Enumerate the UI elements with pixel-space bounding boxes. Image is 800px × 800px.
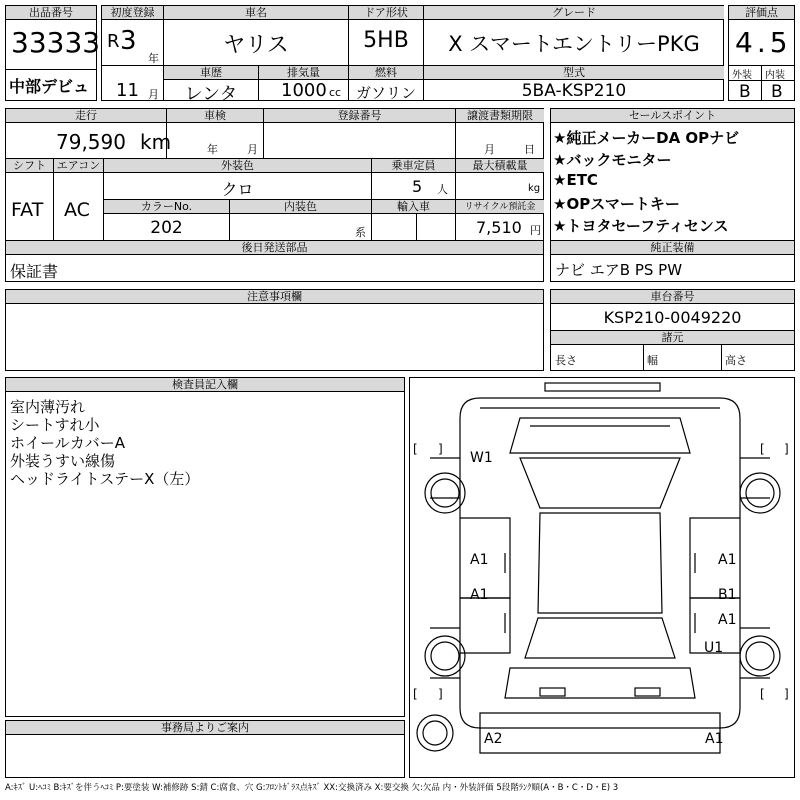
- first-reg-era: R: [107, 31, 120, 52]
- capacity-label: 乗車定員: [372, 159, 455, 173]
- inspector-note-1: 室内薄汚れ: [10, 398, 86, 416]
- legend: A:ｷｽﾞ U:ﾍｺﾐ B:ｷｽﾞを伴うﾍｺﾐ P:要塗装 W:補修跡 S:錆 C:腐食、穴 G:ﾌﾛﾝﾄｶﾞﾗｽ点ｷｽﾞ XX:交換済み X:要交換 欠:欠品 内・外装評価 5段階ﾗﾝｸ順(A・B・C・D・E) 3: [5, 783, 619, 793]
- capacity: 5: [412, 177, 423, 196]
- svg-text:[: [: [760, 442, 765, 456]
- first-reg-month: 11: [116, 80, 139, 101]
- transfer-month-unit: 月: [484, 143, 495, 156]
- svg-text:]: ]: [784, 687, 789, 701]
- color-no: 202: [150, 218, 183, 238]
- follow-parts-label: 後日発送部品: [6, 241, 543, 255]
- interior-color-label: 内装色: [230, 200, 371, 214]
- mark-a1-right-front: A1: [718, 552, 737, 568]
- mark-u1: U1: [704, 640, 724, 656]
- mark-a1-bumper: A1: [705, 731, 724, 747]
- inspector-note-5: ヘッドライトステーX（左）: [10, 470, 200, 488]
- mileage-label: 走行: [6, 109, 166, 123]
- svg-text:[: [: [413, 687, 418, 701]
- sales-point-3: ★ETC: [553, 171, 598, 189]
- inspection-year-unit: 年: [207, 143, 218, 156]
- inspector-label: 検査員記入欄: [6, 378, 404, 392]
- svg-text:[: [: [413, 442, 418, 456]
- office-label: 事務局よりご案内: [6, 721, 404, 735]
- inspector-note-3: ホイールカバーA: [10, 434, 125, 452]
- score-box: [728, 5, 795, 101]
- recycle-label: リサイクル預託金: [456, 200, 544, 214]
- grade: X スマートエントリーPKG: [448, 32, 700, 56]
- ext-grade: B: [739, 82, 751, 102]
- svg-text:[: [: [760, 687, 765, 701]
- mark-w1: W1: [470, 450, 493, 466]
- mileage: 79,590: [56, 130, 126, 154]
- notes-label: 注意事項欄: [6, 290, 543, 304]
- inspection-label: 車検: [167, 109, 263, 123]
- car-diagram: [409, 377, 795, 778]
- mark-a2: A2: [484, 731, 503, 747]
- year-unit: 年: [148, 52, 159, 65]
- mark-a1-right-rear: A1: [718, 612, 737, 628]
- door-label: ドア形状: [349, 6, 423, 20]
- svg-text:]: ]: [438, 442, 443, 456]
- mileage-unit: km: [140, 130, 172, 154]
- first-reg-label: 初度登録: [102, 6, 163, 20]
- inspector-note-2: シートすれ小: [10, 416, 100, 434]
- detail-grid: [5, 108, 544, 282]
- type-code: 5BA-KSP210: [521, 81, 627, 101]
- color: クロ: [221, 180, 254, 199]
- notes-box: [5, 289, 544, 371]
- inspector-note-4: 外装うすい線傷: [10, 452, 116, 470]
- fuel-label: 燃料: [349, 66, 423, 80]
- inspection-month-unit: 月: [247, 143, 258, 156]
- displacement-unit: cc: [329, 86, 342, 99]
- import-label: 輸入車: [372, 200, 455, 214]
- vehicle-info-grid: [101, 5, 724, 105]
- fuel: ガソリン: [355, 84, 416, 102]
- genuine-equipment-label: 純正装備: [551, 241, 794, 255]
- ext-label: 外装: [732, 70, 752, 81]
- overall-score: 4.5: [735, 26, 792, 59]
- transfer-label: 譲渡書類期限: [456, 109, 544, 123]
- door-type: 5HB: [363, 28, 409, 53]
- type-label: 型式: [424, 66, 724, 80]
- sales-points-label: セールスポイント: [551, 109, 794, 123]
- chassis-number: KSP210-0049220: [603, 308, 742, 327]
- car-diagram-svg: [410, 378, 794, 777]
- chassis-box: [550, 289, 795, 371]
- region-name: 中部デビュ: [9, 77, 90, 96]
- mark-b1: B1: [718, 587, 737, 603]
- reg-no-label: 登録番号: [264, 109, 455, 123]
- history: レンタ: [184, 84, 238, 105]
- lot-number: 33333: [11, 26, 101, 59]
- shift-label: シフト: [6, 159, 53, 173]
- genuine-equipment-box: [550, 241, 795, 282]
- score-label: 評価点: [729, 6, 794, 20]
- interior-unit: 系: [355, 226, 366, 239]
- chassis-label: 車台番号: [551, 290, 794, 304]
- month-unit: 月: [148, 88, 159, 101]
- lot-number-label: 出品番号: [6, 6, 96, 20]
- color-label: 外装色: [104, 159, 371, 173]
- max-load-unit: kg: [528, 183, 541, 194]
- svg-text:]: ]: [784, 442, 789, 456]
- office-box: [5, 720, 405, 778]
- history-label: 車歴: [164, 66, 258, 80]
- displacement-label: 排気量: [259, 66, 348, 80]
- width-label: 幅: [647, 354, 658, 367]
- model-label: 車名: [164, 6, 348, 20]
- sales-point-2: ★バックモニター: [553, 151, 672, 169]
- follow-parts: 保証書: [10, 262, 59, 281]
- sales-point-4: ★OPスマートキー: [553, 195, 680, 213]
- svg-text:]: ]: [438, 687, 443, 701]
- genuine-equipment: ナビ エアB PS PW: [555, 261, 683, 279]
- grade-label: グレード: [424, 6, 724, 20]
- capacity-unit: 人: [437, 183, 448, 196]
- specs-label: 諸元: [551, 331, 794, 345]
- model-name: ヤリス: [223, 33, 289, 58]
- int-label: 内装: [765, 70, 785, 81]
- first-reg-year: 3: [120, 26, 137, 56]
- ac: AC: [64, 199, 90, 221]
- ac-label: エアコン: [54, 159, 103, 173]
- color-no-label: カラーNo.: [104, 200, 229, 214]
- recycle-fee: 7,510: [476, 218, 522, 237]
- sales-points-box: [550, 108, 795, 241]
- length-label: 長さ: [555, 354, 577, 367]
- mark-a1-left-rear: A1: [470, 587, 489, 603]
- displacement: 1000: [281, 80, 327, 101]
- height-label: 高さ: [725, 354, 747, 367]
- mark-a1-left-front: A1: [470, 552, 489, 568]
- int-grade: B: [771, 82, 783, 102]
- lot-number-box: [5, 5, 101, 101]
- max-load-label: 最大積載量: [456, 159, 544, 173]
- sales-point-1: ★純正メーカーDA OPナビ: [553, 129, 740, 147]
- sales-point-5: ★トヨタセーフティセンス: [553, 217, 729, 235]
- inspector-box: [5, 377, 405, 717]
- recycle-unit: 円: [530, 224, 541, 237]
- transfer-day-unit: 日: [524, 143, 535, 156]
- shift: FAT: [11, 199, 44, 221]
